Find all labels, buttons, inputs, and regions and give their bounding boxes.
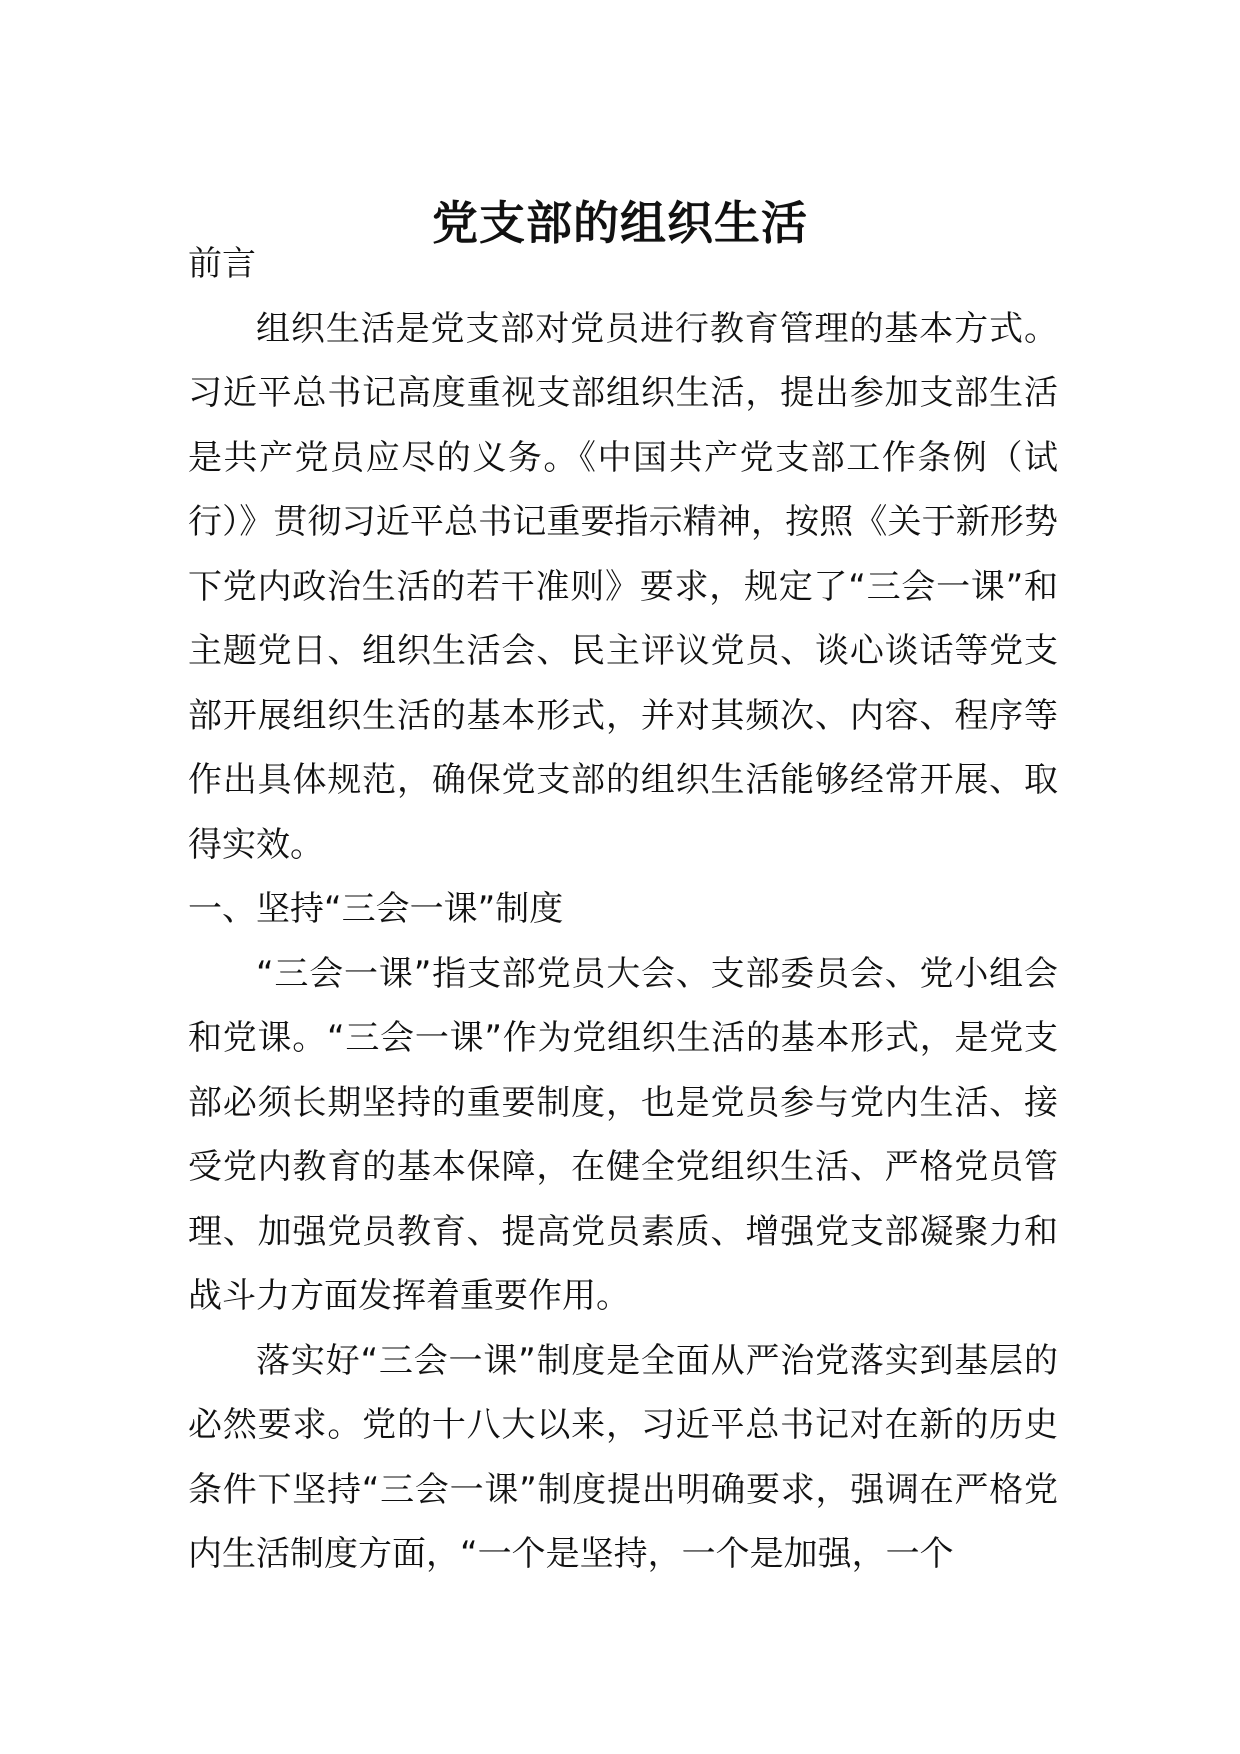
document-body [188, 232, 1058, 1587]
section-1-paragraph-2: 落实好“三会一课”制度是全面从严治党落实到基层的必然要求。党的十八大以来，习近平总书记对在新的历史条件下坚持“三会一课”制度提出明确要求，强调在严格党内生活制度方面，“一个是坚持，一个是加强，一个 [188, 1340, 1058, 1574]
section-1-paragraph-1: “三会一课”指支部党员大会、支部委员会、党小组会和党课。“三会一课”作为党组织生活的基本形式，是党支部必须长期坚持的重要制度，也是党员参与党内生活、接受党内教育的基本保障，在健全党组织生活、严格党员管理、加强党员教育、提高党员素质、增强党支部凝聚力和战斗力方面发挥着重要作用。 [188, 953, 1058, 1316]
preface-paragraph: 组织生活是党支部对党员进行教育管理的基本方式。习近平总书记高度重视支部组织生活，提出参加支部生活是共产党员应尽的义务。《中国共产党支部工作条例（试行）》贯彻习近平总书记重要指示精神，按照《关于新形势下党内政治生活的若干准则》要求，规定了“三会一课”和主题党日、组织生活会、民主评议党员、谈心谈话等党支部开展组织生活的基本形式，并对其频次、内容、程序等作出具体规范，确保党支部的组织生活能够经常开展、取得实效。 [188, 308, 1058, 865]
preface-heading: 前言 [188, 244, 256, 284]
document-title: 党支部的组织生活 [432, 195, 808, 250]
section-1-heading: 一、坚持“三会一课”制度 [188, 889, 564, 929]
